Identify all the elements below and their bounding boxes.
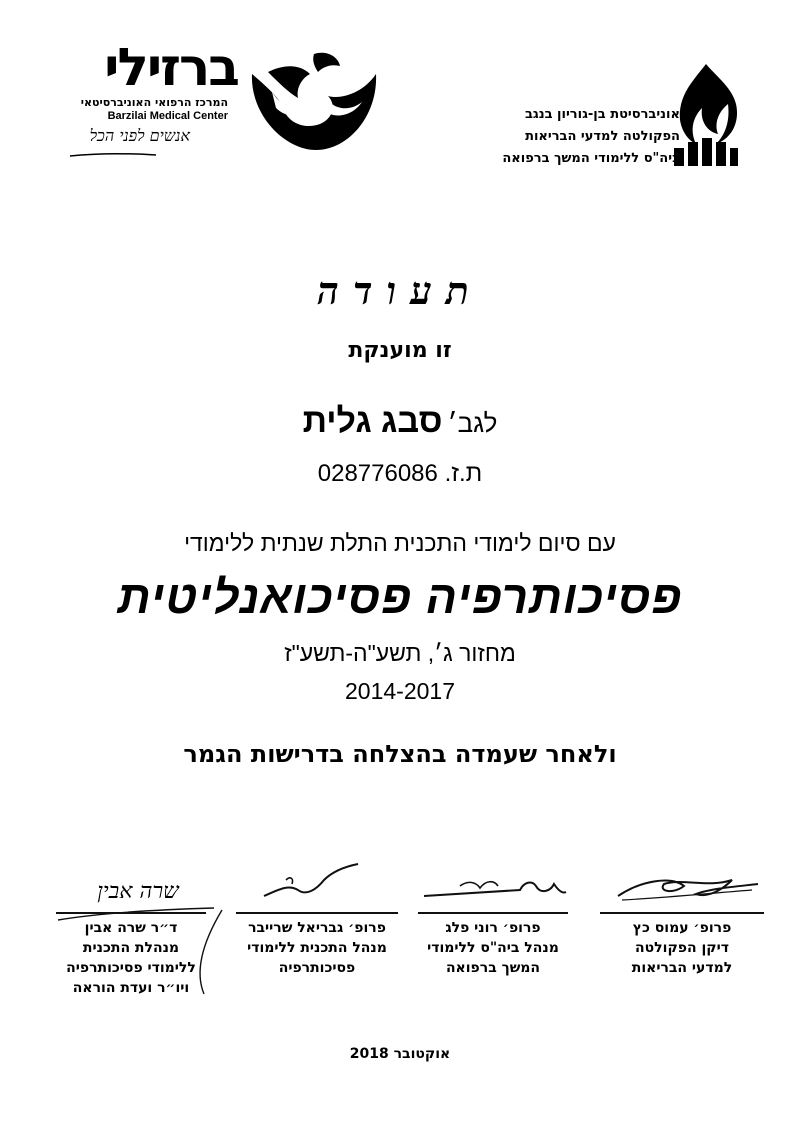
signature-line-2 <box>418 912 568 914</box>
signature-sara-avin-handwriting: שרה אבין <box>97 879 179 904</box>
signature-4-title-cont: ללימודי פסיכותרפיה <box>66 960 196 976</box>
awarded-text: זו מוענקת <box>348 338 452 363</box>
signature-3-name: פרופ׳ גבריאל שרייבר <box>248 920 386 936</box>
id-label: ת.ז. <box>444 460 483 487</box>
signature-4-title: מנהלת התכנית <box>82 940 180 956</box>
barzilai-hands-emblem-icon <box>244 44 384 156</box>
signature-1-name: פרופ׳ עמוס כץ <box>632 920 732 936</box>
signature-4-title-extra: ויו״ר ועדת הוראה <box>72 980 190 996</box>
success-text: ולאחר שעמדה בהצלחה בדרישות הגמר <box>183 740 617 768</box>
signature-amos-katz-scrawl <box>612 868 762 908</box>
recipient-prefix: לגב׳ <box>447 408 498 438</box>
recipient-line <box>0 402 800 441</box>
issue-date: אוקטובר 2018 <box>349 1046 451 1062</box>
barzilai-subtitle-hebrew: המרכז הרפואי האוניברסיטאי <box>80 96 228 109</box>
signature-block-3 <box>226 918 408 978</box>
recipient-name: סבג גלית <box>302 402 443 440</box>
program-name: פסיכותרפיה פסיכואנליטית <box>117 571 683 623</box>
signature-2-title: מנהל ביה"ס ללימודי <box>427 940 559 956</box>
bgu-line-school: ביה"ס ללימודי המשך ברפואה <box>502 151 680 166</box>
signature-block-4 <box>46 918 216 998</box>
signature-block-2 <box>408 918 578 978</box>
signature-line-3 <box>236 912 398 914</box>
barzilai-subtitle-english: Barzilai Medical Center <box>107 110 228 122</box>
signature-3-title: מנהל התכנית ללימודי <box>247 940 387 956</box>
signature-roni-peleg-scrawl <box>420 872 570 908</box>
slogan-underline <box>68 150 158 160</box>
signature-gabriel-schreiber-scrawl <box>258 860 368 910</box>
barzilai-logo-wordmark: ברזילי <box>104 38 238 98</box>
signature-1-title: דיקן הפקולטה <box>635 940 729 956</box>
signature-4-name: ד״ר שרה אבין <box>84 920 178 936</box>
years-text: 2014-2017 <box>345 678 455 704</box>
signature-2-title-cont: המשך ברפואה <box>445 960 541 976</box>
id-number: 028776086 <box>317 460 438 487</box>
signature-3-title-cont: פסיכותרפיה <box>278 960 356 976</box>
barzilai-slogan: אנשים לפני הכל <box>89 126 190 145</box>
bgu-line-university: אוניברסיטת בן-גוריון בנגב <box>524 107 680 122</box>
certificate-title: תעודה <box>317 268 483 313</box>
signature-2-name: פרופ׳ רוני פלג <box>445 920 541 936</box>
bgu-line-faculty: הפקולטה למדעי הבריאות <box>525 129 680 144</box>
cycle-text: מחזור ג׳, תשע"ה-תשע"ז <box>284 640 516 666</box>
signature-block-1 <box>600 918 764 978</box>
completion-text: עם סיום לימודי התכנית התלת שנתית ללימודי <box>184 530 616 556</box>
signature-1-title-cont: למדעי הבריאות <box>631 960 733 976</box>
bgu-institution-text <box>420 104 680 170</box>
signature-line-4 <box>56 912 206 914</box>
id-line <box>0 460 800 488</box>
signature-line-1 <box>600 912 764 914</box>
